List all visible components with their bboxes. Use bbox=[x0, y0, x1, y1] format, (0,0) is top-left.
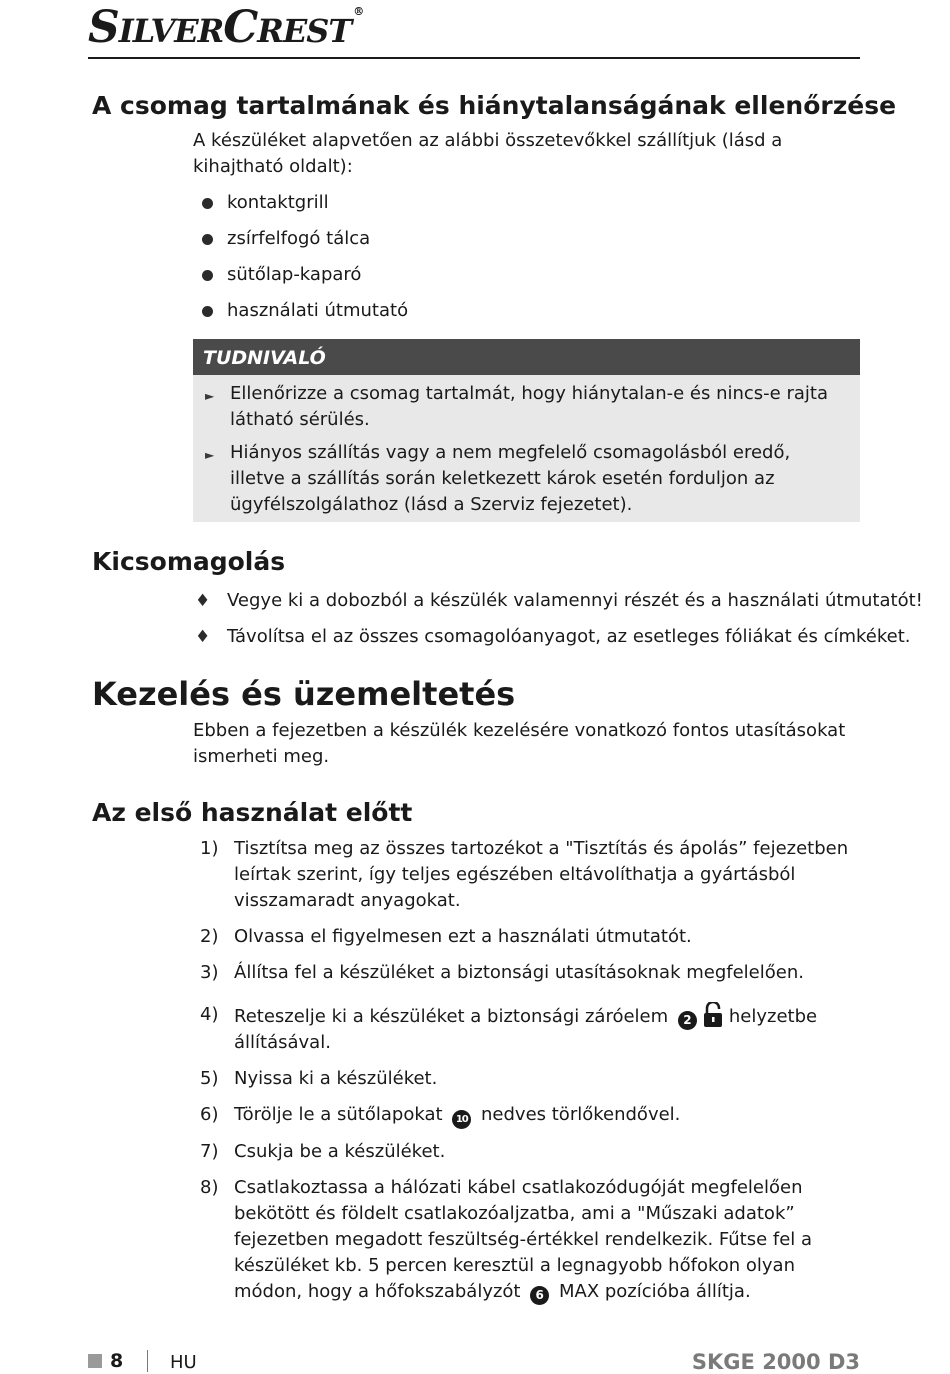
ref-number-badge: 10 bbox=[452, 1110, 471, 1129]
operation-intro: Ebben a fejezetben a készülék kezelésére vonatkozó fontos utasításokat ismerheti meg. bbox=[193, 720, 846, 767]
arrow-right-icon: ► bbox=[205, 389, 215, 403]
list-item: 2) Olvassa el figyelmesen ezt a használati útmutatót. bbox=[200, 926, 692, 947]
list-item: kontaktgrill bbox=[193, 190, 408, 216]
bullet-icon bbox=[202, 234, 213, 245]
list-item: zsírfelfogó tálca bbox=[193, 226, 408, 252]
footer-marker bbox=[88, 1354, 102, 1368]
silvercrest-logo: SILVERCREST® bbox=[88, 2, 364, 53]
list-item: 5) Nyissa ki a készüléket. bbox=[200, 1068, 438, 1089]
list-item: 4) Reteszelje ki a készüléket a biztonsági záróelem 2 helyzetbe állításával. bbox=[200, 1004, 818, 1053]
package-intro: A készüléket alapvetően az alábbi összetevőkkel szállítjuk (lásd a kihajtható oldalt): bbox=[193, 130, 783, 177]
model-number: SKGE 2000 D3 bbox=[691, 1350, 860, 1374]
list-item: 3) Állítsa fel a készüléket a biztonsági utasításoknak megfelelően. bbox=[200, 962, 804, 983]
list-item: ♦ Távolítsa el az összes csomagolóanyagot, az esetleges fóliákat és címkéket. bbox=[193, 624, 923, 650]
ref-number-badge: 6 bbox=[530, 1286, 549, 1305]
package-heading: A csomag tartalmának és hiánytalanságának ellenőrzése bbox=[92, 91, 897, 120]
package-list bbox=[193, 190, 408, 334]
page-number: 8 bbox=[110, 1350, 124, 1372]
list-item: 7) Csukja be a készüléket. bbox=[200, 1141, 446, 1162]
note-item: ► Hiányos szállítás vagy a nem megfelelő csomagolásból eredő, illetve a szállítás során keletkezett károk esetén forduljon az ügyfélszolgálathoz (lásd a Szerviz fejezetet). bbox=[205, 442, 791, 515]
note-box bbox=[193, 339, 860, 522]
bullet-icon bbox=[202, 198, 213, 209]
list-item: sütőlap-kaparó bbox=[193, 262, 408, 288]
list-item: ♦ Vegye ki a dobozból a készülék valamennyi részét és a használati útmutatót! bbox=[193, 588, 923, 614]
unpack-list bbox=[193, 588, 923, 660]
language-code: HU bbox=[170, 1352, 197, 1373]
note-heading: TUDNIVALÓ bbox=[193, 339, 860, 375]
arrow-right-icon: ► bbox=[205, 448, 215, 462]
list-item: használati útmutató bbox=[193, 298, 408, 324]
list-item: 1) Tisztítsa meg az összes tartozékot a "Tisztítás és ápolás” fejezetben leírtak szerint, így teljes egészében eltávolíthatja a gyártásból visszamaradt anyagokat. bbox=[200, 838, 849, 911]
first-use-steps bbox=[200, 836, 860, 1315]
bullet-icon bbox=[202, 306, 213, 317]
ref-number-badge: 2 bbox=[678, 1011, 697, 1030]
diamond-icon: ♦ bbox=[195, 591, 211, 611]
note-item: ► Ellenőrizze a csomag tartalmát, hogy hiánytalan-e és nincs-e rajta látható sérülés. bbox=[205, 383, 828, 430]
unlock-icon bbox=[703, 1002, 723, 1028]
list-item: 6) Törölje le a sütőlapokat 10 nedves törlőkendővel. bbox=[200, 1102, 860, 1129]
diamond-icon: ♦ bbox=[195, 627, 211, 647]
list-item: 8) Csatlakoztassa a hálózati kábel csatlakozódugóját megfelelően bekötött és földelt csatlakozóaljzatba, ami a "Műszaki adatok” fejezetben megadott feszültség-értékkel rendelkezik. Fűtse fel a készüléket kb. 5 percen keresztül a legnagyobb hőfokon olyan módon, hogy a hőfokszabályzót 6 MAX pozícióba állítja. bbox=[200, 1175, 860, 1305]
footer-divider bbox=[147, 1350, 148, 1372]
bullet-icon bbox=[202, 270, 213, 281]
header-rule bbox=[88, 57, 860, 59]
operation-heading: Kezelés és üzemeltetés bbox=[92, 675, 516, 713]
unpack-heading: Kicsomagolás bbox=[92, 547, 286, 576]
first-use-heading: Az első használat előtt bbox=[92, 798, 413, 827]
